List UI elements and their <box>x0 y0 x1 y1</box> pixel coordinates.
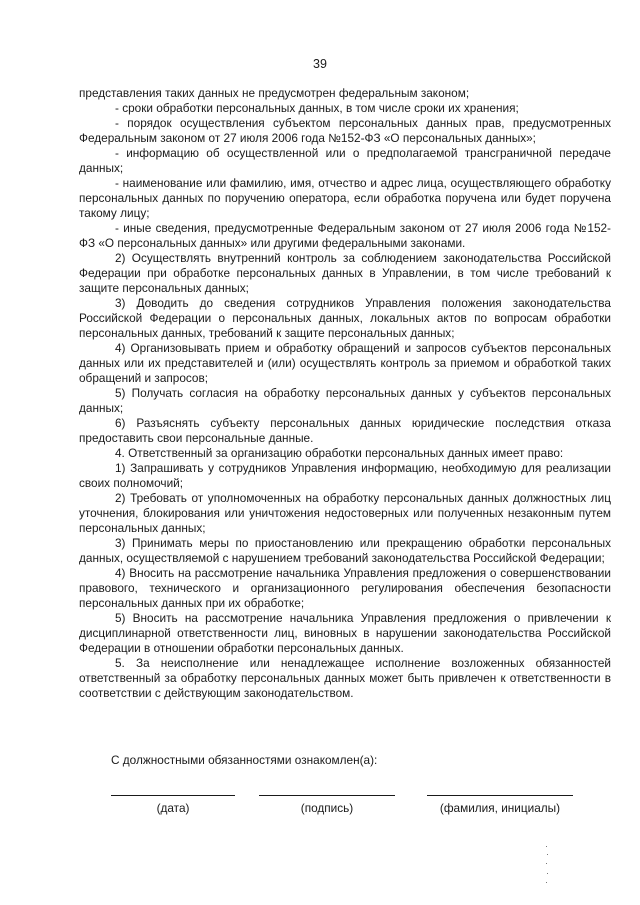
signature-caption: (подпись) <box>300 801 354 815</box>
date-caption: (дата) <box>156 801 190 815</box>
paragraph: 2) Осуществлять внутренний контроль за соблюдением законодательства Российской Федерации при обработке персональных данных в Управлении, в том числе требований к защите персональных данных; <box>79 251 611 295</box>
paragraph: - информацию об осуществленной или о предполагаемой трансграничной передаче данных; <box>79 146 611 175</box>
signature-line <box>259 795 395 796</box>
paragraph: 6) Разъяснять субъекту персональных данных юридические последствия отказа предоставить свои персональные данные. <box>79 416 611 445</box>
page-number: 39 <box>313 57 327 71</box>
paragraph: 5) Вносить на рассмотрение начальника Управления предложения о привлечении к дисциплинарной ответственности лиц, виновных в нарушении законодательства Российской Федерации в отношении обработки персональных данных. <box>79 611 611 655</box>
name-caption: (фамилия, инициалы) <box>439 801 561 815</box>
paragraph: - сроки обработки персональных данных, в том числе сроки их хранения; <box>115 101 519 115</box>
paragraph: представления таких данных не предусмотрен федеральным законом; <box>79 86 470 100</box>
paragraph: 3) Доводить до сведения сотрудников Управления положения законодательства Российской Федерации о персональных данных, локальных актов по вопросам обработки персональных данных, требований к защите персональных данных; <box>79 296 611 340</box>
acknowledgement-line: С должностными обязанностями ознакомлен(а): <box>111 753 378 767</box>
paragraph: 2) Требовать от уполномоченных на обработку персональных данных должностных лиц уточнения, блокирования или уничтожения недостоверных или полученных незаконным путем персональных данных; <box>79 491 611 535</box>
date-signature-line <box>111 795 235 796</box>
paragraph: 3) Принимать меры по приостановлению или прекращению обработки персональных данных, осуществляемой с нарушением требований законодательства Российской Федерации; <box>79 536 611 565</box>
paragraph: 1) Запрашивать у сотрудников Управления информацию, необходимую для реализации своих полномочий; <box>79 461 611 490</box>
paragraph: - наименование или фамилию, имя, отчество и адрес лица, осуществляющего обработку персональных данных по поручению оператора, если обработка поручена или будет поручена такому лицу; <box>79 176 611 220</box>
paragraph: 5) Получать согласия на обработку персональных данных у субъектов персональных данных; <box>79 386 611 415</box>
body-text <box>79 86 611 701</box>
paragraph: - порядок осуществления субъектом персональных данных прав, предусмотренных Федеральным законом от 27 июля 2006 года №152-ФЗ «О персональных данных»; <box>79 116 611 145</box>
paragraph: 4. Ответственный за организацию обработки персональных данных имеет право: <box>115 446 564 460</box>
paragraph: 4) Организовывать прием и обработку обращений и запросов субъектов персональных данных или их представителей и (или) осуществлять контроль за приемом и обработкой таких обращений и запросов; <box>79 341 611 385</box>
name-signature-line <box>427 795 573 796</box>
paragraph: - иные сведения, предусмотренные Федеральным законом от 27 июля 2006 года №152-ФЗ «О персональных данных» или другими федеральными законами. <box>79 221 611 250</box>
paragraph: 4) Вносить на рассмотрение начальника Управления предложения о совершенствовании правового, технического и организационного регулирования обеспечения безопасности персональных данных при их обработке; <box>79 566 611 610</box>
paragraph: 5. За неисполнение или ненадлежащее исполнение возложенных обязанностей ответственный за обработку персональных данных может быть привлечен к ответственности в соответствии с действующим законодательством. <box>79 656 611 700</box>
